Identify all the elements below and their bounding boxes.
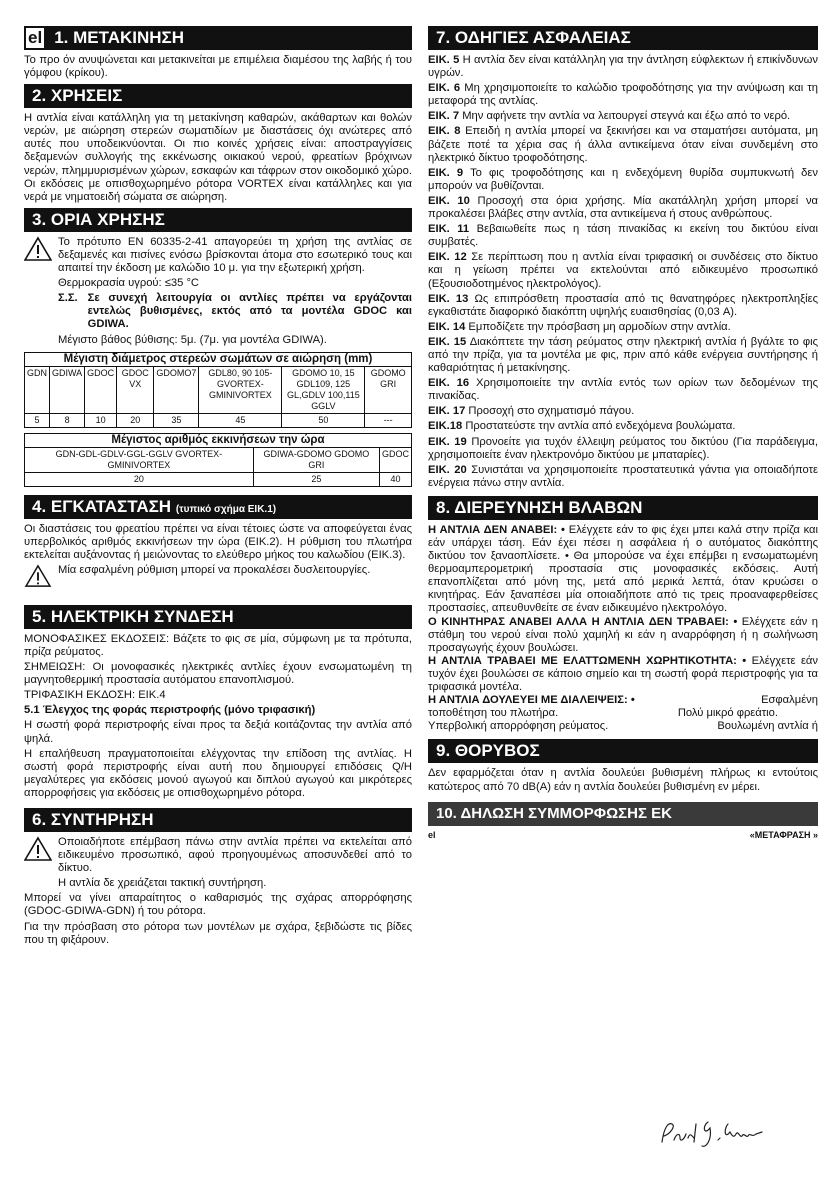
safety-item-text: Σε περίπτωση που η αντλία είναι τριφασική οι συνδέσεις στο δίκτυο και η γείωση πρέπει να εκτελούνται από ειδικευμένο προσωπικό (Εξουσιοδοτημένος ηλεκτρολόγος). — [428, 251, 818, 290]
section-5-p3: ΤΡΙΦΑΣΙΚΗ ΕΚΔΟΣΗ: ΕΙΚ.4 — [24, 689, 166, 702]
section-1-title: 1. ΜΕΤΑΚΙΝΗΣΗ — [54, 28, 185, 47]
section-6-p2: Για την πρόσβαση στο ρότορα των μοντέλων με σχάρα, ξεβιδώστε τις βίδες που τη φιξάρουν. — [24, 920, 412, 946]
table-header: GDIWA-GDOMO GDOMO GRI — [253, 447, 379, 472]
section-6-header — [24, 808, 412, 832]
section-7-header — [428, 26, 818, 50]
table-cell: --- — [365, 413, 412, 427]
table-header: GDIWA — [50, 366, 85, 413]
troubleshoot-heading: Η ΑΝΤΛΙΑ ΤΡΑΒΑΕΙ ΜΕ ΕΛΑΤΤΩΜΕΝΗ ΧΩΡΗΤΙΚΟΤΗΤΑ: • — [428, 654, 747, 667]
troubleshoot-heading: Η ΑΝΤΛΙΑ ΔΟΥΛΕΥΕΙ ΜΕ ΔΙΑΛΕΙΨΕΙΣ: • — [428, 694, 635, 707]
warning-icon — [24, 836, 52, 892]
table-header: GDOC — [379, 447, 411, 472]
safety-item — [428, 251, 818, 290]
section-5-p2: ΣΗΜΕΙΩΣΗ: Οι μονοφασικές ηλεκτρικές αντλίες έχουν ενσωματωμένη τη μαγνητοθερμική προστασία αυτόματου επανοπλισμού. — [24, 661, 412, 687]
troubleshoot-text: Υπερβολική απορρόφηση ρεύματος. — [428, 720, 609, 733]
section-5-p1: ΜΟΝΟΦΑΣΙΚΕΣ ΕΚΔΟΣΕΙΣ: Βάζετε το φις σε μία, σύμφωνη με τα πρότυπα, πρίζα ρεύματος. — [24, 632, 412, 658]
solids-table-headers — [25, 366, 412, 413]
safety-item-text: Προσοχή στα όρια χρήσης. Μία ακατάλληλη χρήση μπορεί να προκαλέσει βλάβες στην αντλία, στα αντικείμενα ή στους ανθρώπους. — [428, 194, 819, 221]
safety-item-text: Η αντλία δεν είναι κατάλληλη για την άντληση εύφλεκτων ή επικίνδυνων υγρών. — [428, 54, 818, 80]
safety-item-text: Συνιστάται να χρησιμοποιείτε προστατευτικά γάντια για οποιαδήποτε ενέργεια πάνω στην αντλία. — [428, 463, 818, 489]
safety-item-label: ΕΙΚ. 16 — [428, 377, 470, 390]
section-6-warning-text: Οποιαδήποτε επέμβαση πάνω στην αντλία πρέπει να εκτελείται από ειδικευμένο προσωπικό, αφού προηγουμένως αποσυνδεθεί από το δίκτυο. — [58, 836, 412, 875]
section-1-text: Το προ όν ανυψώνεται και μετακινείται με επιμέλεια διαμέσου της λαβής ή του γόμφου (κρίκου). — [24, 54, 412, 80]
section-6-warning — [24, 836, 412, 892]
section-3-warning — [24, 236, 412, 349]
safety-item — [428, 336, 818, 375]
warning-icon — [24, 236, 52, 349]
troubleshoot-text: Πολύ μικρό φρεάτιο. — [677, 707, 778, 720]
safety-item-label: ΕΙΚ. 11 — [428, 223, 470, 236]
table-header: GDL80, 90 105- GVORTEX-GMINIVORTEX — [199, 366, 282, 413]
safety-item — [428, 377, 818, 403]
troubleshoot-heading: Ο ΚΙΝΗΤΗΡΑΣ ΑΝΑΒΕΙ ΑΛΛΑ Η ΑΝΤΛΙΑ ΔΕΝ ΤΡΑΒΑΕΙ: • — [428, 615, 738, 628]
section-5-subtitle: 5.1 Έλεγχος της φοράς περιστροφής (μόνο τριφασική) — [24, 704, 316, 717]
section-9-text: Δεν εφαρμόζεται όταν η αντλία δουλεύει βυθισμένη πλήρως κι εντούτοις κατώτερος από 70 dB(A) εάν η αντλία δουλεύει βυθισμένη εν μέρει. — [428, 767, 818, 793]
table-cell: 8 — [50, 413, 85, 427]
safety-item — [428, 167, 818, 193]
table-header: GDOMO7 — [154, 366, 199, 413]
safety-item-text: Το φις τροφοδότησης και η ενδεχόμενη θυρίδα συμπυκνωτή δεν μπορούν να βυθίζονται. — [428, 166, 818, 192]
footer-translation: «ΜΕΤΑΦΡΑΣΗ » — [749, 829, 818, 840]
warning-icon — [24, 564, 52, 593]
section-3-header — [24, 208, 412, 232]
section-2-header — [24, 84, 412, 108]
section-8-header — [428, 496, 818, 520]
section-10-footer — [428, 830, 818, 840]
safety-item-text: Εμποδίζετε την πρόσβαση μη αρμοδίων στην αντλία. — [468, 320, 731, 333]
section-4-warning — [24, 564, 412, 593]
table-header: GDN — [25, 366, 50, 413]
section-7-title: 7. ΟΔΗΓΙΕΣ ΑΣΦΑΛΕΙΑΣ — [436, 28, 631, 47]
language-code-box: el — [24, 26, 46, 50]
section-3-note — [58, 292, 412, 331]
troubleshoot-text: Εσφαλμένη — [761, 694, 818, 707]
safety-item-text: Προστατεύστε την αντλία από ενδεχόμενα βουλώματα. — [465, 420, 736, 433]
troubleshoot-no-pump — [428, 616, 818, 655]
section-1-header — [24, 26, 412, 50]
starts-per-hour-table — [24, 433, 412, 487]
section-4-header — [24, 495, 412, 519]
troubleshoot-text: Ελέγχετε εάν η στάθμη του νερού είναι πολύ χαμηλή κι εάν η αναρρόφηση ή η σωλήνωση προσαγωγής έχουν βουλώσει. — [428, 615, 818, 654]
table-cell: 20 — [117, 413, 154, 427]
section-4-warning-text: Μία εσφαλμένη ρύθμιση μπορεί να προκαλέσει δυσλειτουργίες. — [58, 563, 371, 576]
safety-item-label: ΕΙΚ. 19 — [428, 435, 467, 448]
table-cell: 5 — [25, 413, 50, 427]
section-6-title: 6. ΣΥΝΤΗΡΗΣΗ — [32, 810, 154, 829]
solids-diameter-table — [24, 352, 412, 428]
troubleshoot-text: Βουλωμένη αντλία ή — [717, 720, 818, 733]
section-3-note-text: Σε συνεχή λειτουργία οι αντλίες πρέπει να εργάζονται εντελώς βυθισμένες, εκτός από τα μοντέλα GDOC και GDIWA. — [87, 292, 412, 331]
solids-table-caption: Μέγιστη διάμετρος στερεών σωμάτων σε αιώρηση (mm) — [25, 352, 412, 366]
section-6-no-maintenance: Η αντλία δε χρειάζεται τακτική συντήρηση. — [58, 877, 267, 890]
section-10-header — [428, 802, 818, 826]
safety-item-label: ΕΙΚ. 6 — [428, 82, 461, 95]
safety-item-label: ΕΙΚ. 8 — [428, 125, 461, 138]
safety-item-text: Προνοείτε για τυχόν έλλειψη ρεύματος του δικτύου (Για παράδειγμα, χρησιμοποιείτε έναν ηλεκτρονόμο δικτύου με μπαταρίες). — [428, 435, 819, 461]
troubleshoot-heading: Η ΑΝΤΛΙΑ ΔΕΝ ΑΝΑΒΕΙ: • — [428, 523, 565, 536]
safety-item-label: ΕΙΚ. 9 — [428, 166, 464, 179]
safety-item — [428, 420, 818, 433]
section-4-title: 4. ΕΓΚΑΤΑΣΤΑΣΗ — [32, 496, 172, 516]
left-column — [24, 26, 412, 949]
safety-item — [428, 195, 818, 221]
troubleshoot-text: Ελέγχετε εάν τυχόν έχει βουλώσει σε κάποιο σημείο και τη σωστή φορά περιστροφής για τα τριφασικά μοντέλα. — [428, 654, 818, 694]
table-header: GDOC — [85, 366, 117, 413]
safety-item-label: ΕΙΚ.18 — [428, 420, 463, 433]
table-cell: 50 — [282, 413, 365, 427]
safety-instructions-list — [428, 54, 818, 490]
table-cell: 40 — [379, 472, 411, 486]
starts-table-caption: Μέγιστος αριθμός εκκινήσεων την ώρα — [25, 433, 412, 447]
safety-item-label: ΕΙΚ. 10 — [428, 194, 470, 207]
section-8-title: 8. ΔΙΕΡΕΥΝΗΣΗ ΒΛΑΒΩΝ — [436, 497, 643, 517]
safety-item-label: ΕΙΚ. 14 — [428, 320, 466, 333]
section-9-header — [428, 739, 818, 763]
section-3-note-label: Σ.Σ. — [58, 292, 78, 305]
solids-table-values — [25, 413, 412, 427]
table-cell: 20 — [25, 472, 254, 486]
right-column — [428, 26, 818, 840]
safety-item-label: ΕΙΚ. 12 — [428, 251, 467, 264]
safety-item-text: Ως επιπρόσθετη προστασία από τις θανατηφόρες ηλεκτροπληξίες εγκαθιστάτε διαφορικό διακόπτη υψηλής ευαισθησίας (0,03 A). — [428, 292, 819, 318]
section-3-temp: Θερμοκρασία υγρού: ≤35 °C — [58, 277, 199, 290]
safety-item-text: Μη χρησιμοποιείτε το καλώδιο τροφοδότησης για την ανύψωση και τη μεταφορά της αντλίας. — [428, 82, 818, 108]
section-3-text1: Το πρότυπο EN 60335-2-41 απαγορεύει τη χρήση της αντλίας σε δεξαμενές και πισίνες ενόσω βρίσκονται άτομα στο εσωτερικό τους και απαιτεί την έκδοση με καλώδιο 10 μ. για την εξωτερική χρήση. — [58, 235, 412, 275]
section-2-title: 2. ΧΡΗΣΕΙΣ — [32, 86, 123, 106]
safety-item — [428, 436, 818, 462]
section-2-text: Η αντλία είναι κατάλληλη για τη μετακίνηση καθαρών, ακάθαρτων και θολών νερών, με αιώρηση στερεών σωματιδίων με διαστάσεις όχι ανώτερες από αυτές που υποδεικνύονται. Οι πιο κοινές χρήσεις είναι: αποστραγγίσεις δεξαμενών συλλογής της εκκένωσης οικιακού νερού, φρεατίων βρόχινων νερών, πλημμυρισμένων χώρων, εσκαφών και τάφρων στον οικοδομικό χώρο. Οι εκδόσεις με οπισθοχωρημένο ρότορα VORTEX είναι κατάλληλες και για νερά με νηματοειδή σώματα σε αιώρηση. — [24, 112, 412, 203]
section-5-p4: Η σωστή φορά περιστροφής είναι προς τα δεξιά κοιτάζοντας την αντλία από ψηλά. — [24, 719, 412, 745]
troubleshoot-intermittent-line3 — [428, 720, 818, 733]
starts-table-values — [25, 472, 412, 486]
table-header: GDOMO 10, 15 GDL109, 125 GL,GDLV 100,115 GGLV — [282, 366, 365, 413]
safety-item-text: Διακόπτετε την τάση ρεύματος στην ηλεκτρική αντλία ή βγάλτε το φις από την πρίζα, για τα μοντέλα με φις, πριν από κάθε ενέργεια συντήρησης ή καθαριότητας ή μετακίνησης. — [428, 335, 818, 375]
safety-item-text: Επειδή η αντλία μπορεί να ξεκινήσει και να σταματήσει αυτόματα, μη βάζετε ποτέ τα χέρια σας ή άλλα αντικείμενα όταν είναι συνδεμένη στο ηλεκτρικό δίκτυο τροφοδότησης. — [428, 125, 819, 164]
section-3-depth: Μέγιστο βάθος βύθισης: 5μ. (7μ. για μοντέλα GDIWA). — [58, 333, 327, 346]
safety-item-text: Προσοχή στο σχηματισμό πάγου. — [468, 405, 635, 418]
troubleshoot-low-capacity — [428, 655, 818, 694]
safety-item — [428, 321, 818, 334]
troubleshoot-intermittent — [428, 694, 818, 707]
safety-item-label: ΕΙΚ. 7 — [428, 110, 460, 123]
safety-item-text: Χρησιμοποιείτε την αντλία εντός των ορίων των δεδομένων της πινακίδας. — [428, 377, 819, 403]
safety-item — [428, 293, 818, 319]
safety-item-label: ΕΙΚ. 13 — [428, 292, 469, 305]
section-4-title-note: (τυπικό σχήμα ΕΙΚ.1) — [175, 503, 277, 515]
section-5-p5: Η επαλήθευση πραγματοποιείται ελέγχοντας την επίδοση της αντλίας. Η σωστή φορά περιστροφής είναι αυτή που δημιουργεί επιδόσεις Q/H μεγαλύτερες για εκδόσεις μονού αγωγού και διπλού αγωγού και μικρότερες απορροφήσεις για εκδόσεις με οπισθοχωρημένο ρότορα. — [24, 747, 412, 799]
safety-item-label: ΕΙΚ. 17 — [428, 405, 466, 418]
section-3-title: 3. ΟΡΙΑ ΧΡΗΣΗΣ — [32, 209, 165, 229]
safety-item — [428, 223, 818, 249]
troubleshoot-no-start — [428, 524, 818, 616]
safety-item-label: ΕΙΚ. 5 — [428, 54, 460, 66]
section-5-title: 5. ΗΛΕΚΤΡΙΚΗ ΣΥΝΔΕΣΗ — [32, 606, 234, 626]
safety-item — [428, 125, 818, 164]
table-cell: 35 — [154, 413, 199, 427]
starts-table-headers — [25, 447, 412, 472]
section-6-p1: Μπορεί να γίνει απαραίτητος ο καθαρισμός της σχάρας απορρόφησης (GDOC-GDIWA-GDN) ή του ρότορα. — [24, 892, 412, 918]
safety-item — [428, 54, 818, 80]
section-10-title: 10. ΔΗΛΩΣΗ ΣΥΜΜΟΡΦΩΣΗΣ ΕΚ — [436, 804, 672, 822]
signature — [658, 1116, 768, 1155]
table-header: GDOMO GRI — [365, 366, 412, 413]
safety-item — [428, 405, 818, 418]
troubleshoot-text: τοποθέτηση του πλωτήρα. — [428, 707, 559, 720]
table-cell: 25 — [253, 472, 379, 486]
troubleshoot-text: Ελέγχετε εάν το φις έχει μπει καλά στην πρίζα και εάν υπάρχει τάση. Εάν έχει πέσει η ασφάλεια ή ο αυτόματος διακόπτης δικτύου τον ξαναοπλίσετε. • Θα μπορούσε να έχει επέμβει η ενσωματωμένη θερμοαμπερομετρική προστασία στις μονοφασικές εκδόσεις. Αυτή επανοπλίζεται από μόνη της, μετά από μερικά λεπτά, όταν κρυώσει ο κινητήρας. Εάν ξαναπέσει μία οποιαδήποτε από τις τρεις προαναφερθείσες προστασίες, απευθυνθείτε σε έναν ειδικευμένο ηλεκτρολόγο. — [428, 523, 818, 615]
section-4-text: Οι διαστάσεις του φρεατίου πρέπει να είναι τέτοιες ώστε να αποφεύγεται ένας υπερβολικός αριθμός εκκινήσεων την ώρα (ΕΙΚ.2). Η ρύθμιση του πλωτήρα εκτελείται αυξάνοντας ή μειώνοντας το ελεύθερο μήκος του καλωδίου (ΕΙΚ.3). — [24, 522, 412, 561]
safety-item-text: Μην αφήνετε την αντλία να λειτουργεί στεγνά και έξω από το νερό. — [462, 110, 791, 123]
section-5-header — [24, 605, 412, 629]
table-header: GDN-GDL-GDLV-GGL-GGLV GVORTEX-GMINIVORTEX — [25, 447, 254, 472]
safety-item-label: ΕΙΚ. 20 — [428, 463, 467, 476]
table-cell: 45 — [199, 413, 282, 427]
section-9-title: 9. ΘΟΡΥΒΟΣ — [436, 741, 540, 761]
table-cell: 10 — [85, 413, 117, 427]
safety-item-label: ΕΙΚ. 15 — [428, 335, 467, 348]
safety-item — [428, 82, 818, 108]
safety-item-text: Βεβαιωθείτε πως η τάση πινακίδας κι εκείνη του δικτύου είναι συμβατές. — [428, 223, 818, 249]
safety-item — [428, 464, 818, 490]
footer-language: el — [428, 829, 436, 840]
safety-item — [428, 110, 818, 123]
troubleshoot-intermittent-line2 — [428, 707, 818, 720]
table-header: GDOC VX — [117, 366, 154, 413]
